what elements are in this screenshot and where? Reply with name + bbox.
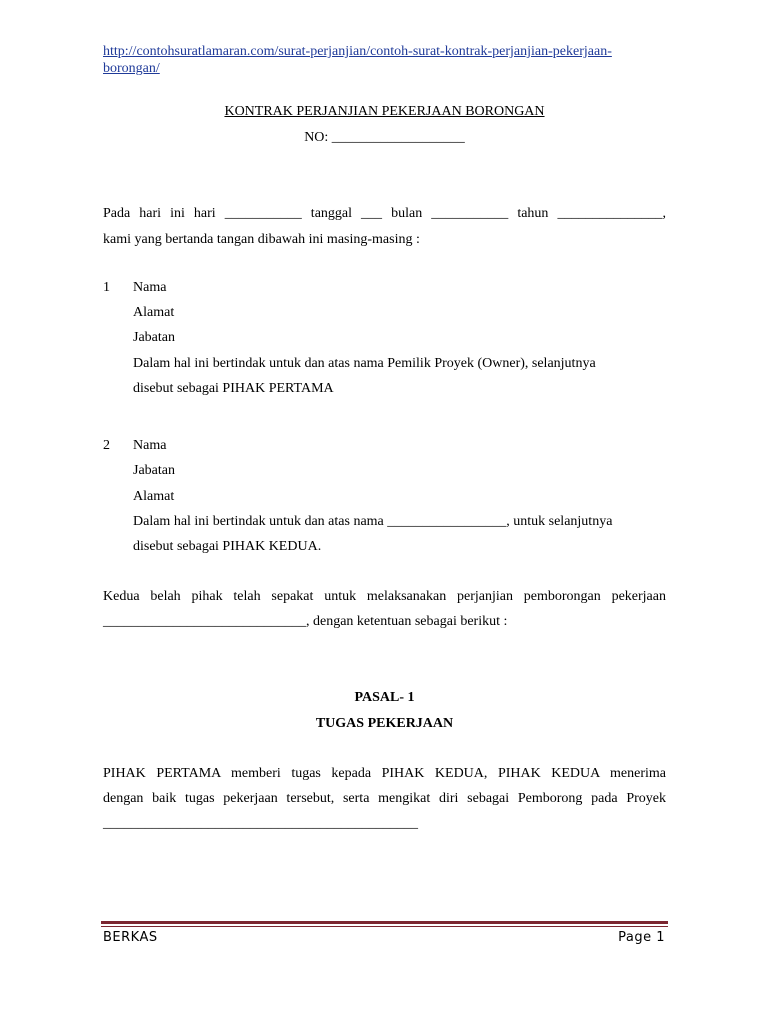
intro-line-1: Pada hari ini hari ___________ tanggal ___ bulan ___________ tahun _______________, — [103, 206, 666, 221]
source-url-line2[interactable]: borongan/ — [103, 61, 160, 76]
footer-rule-thick — [101, 921, 668, 924]
footer-page-number: Page 1 — [618, 930, 665, 945]
party1-number: 1 — [103, 280, 110, 295]
party1-description-line2: disebut sebagai PIHAK PERTAMA — [133, 381, 334, 396]
source-url-line1[interactable]: http://contohsuratlamaran.com/surat-perjanjian/contoh-surat-kontrak-perjanjian-pekerjaan- — [103, 44, 612, 59]
party2-description-line1: Dalam hal ini bertindak untuk dan atas nama _________________, untuk selanjutnya — [133, 514, 613, 529]
party2-description-line2: disebut sebagai PIHAK KEDUA. — [133, 539, 322, 554]
article1-body-line3: _____________________________________________ — [103, 816, 418, 831]
party1-position-label: Jabatan — [133, 330, 175, 345]
agreement-line-1: Kedua belah pihak telah sepakat untuk melaksanakan perjanjian pemborongan pekerjaan — [103, 589, 666, 604]
party2-address-label: Alamat — [133, 489, 175, 504]
document-title: KONTRAK PERJANJIAN PEKERJAAN BORONGAN — [224, 104, 545, 119]
agreement-line-2: _____________________________, dengan ketentuan sebagai berikut : — [103, 614, 508, 629]
party1-address-label: Alamat — [133, 305, 175, 320]
intro-line-2: kami yang bertanda tangan dibawah ini masing-masing : — [103, 232, 420, 247]
party2-number: 2 — [103, 438, 110, 453]
article1-heading: PASAL- 1 — [354, 690, 415, 705]
party1-name-label: Nama — [133, 280, 167, 295]
article1-body-line1: PIHAK PERTAMA memberi tugas kepada PIHAK KEDUA, PIHAK KEDUA menerima — [103, 766, 666, 781]
party2-name-label: Nama — [133, 438, 167, 453]
party2-position-label: Jabatan — [133, 463, 175, 478]
document-number: NO: ___________________ — [304, 130, 465, 145]
footer-rule-thin — [101, 926, 668, 927]
article1-subheading: TUGAS PEKERJAAN — [315, 716, 454, 731]
footer-left-label: BERKAS — [103, 930, 158, 945]
party1-description-line1: Dalam hal ini bertindak untuk dan atas nama Pemilik Proyek (Owner), selanjutnya — [133, 356, 596, 371]
article1-body-line2: dengan baik tugas pekerjaan tersebut, serta mengikat diri sebagai Pemborong pada Proyek — [103, 791, 666, 806]
